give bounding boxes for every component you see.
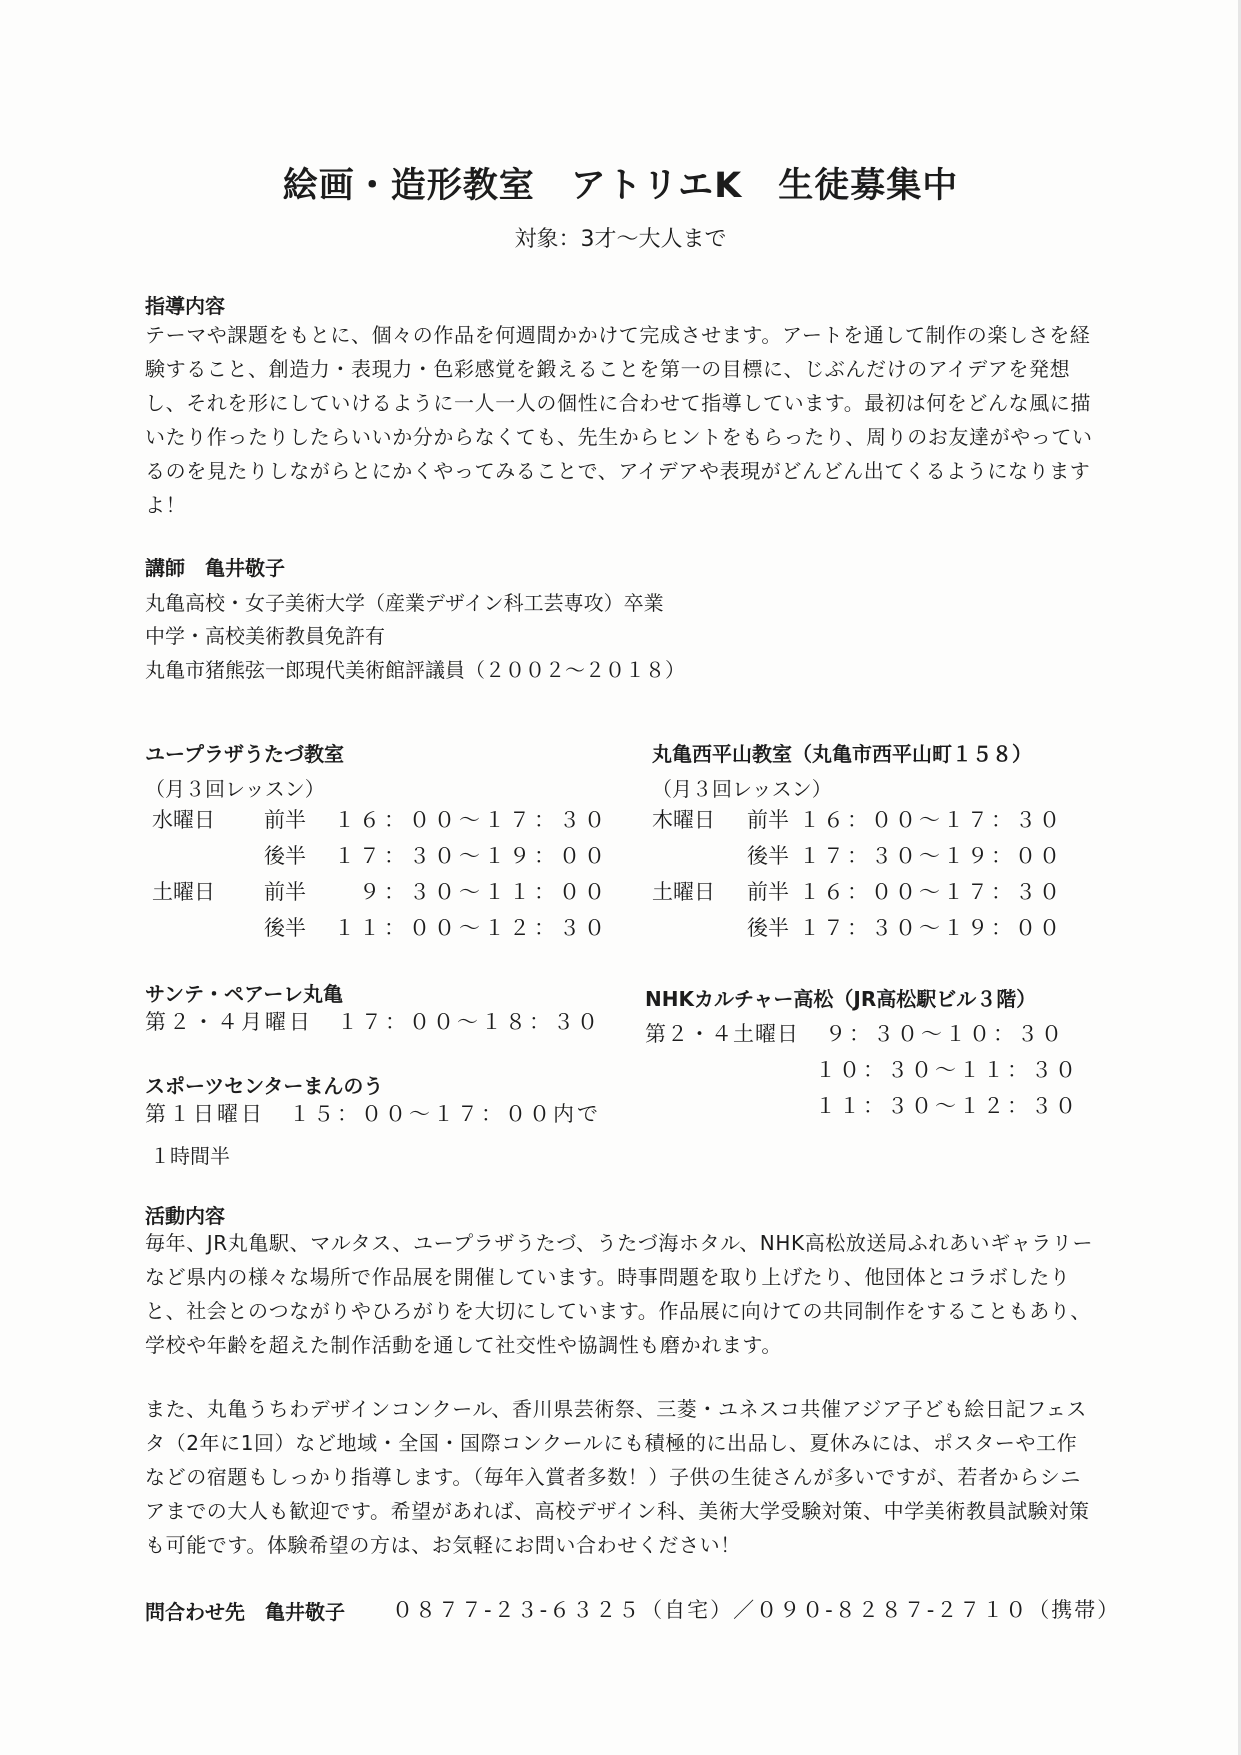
schedule-half: 前半 — [747, 880, 789, 904]
schedule-time: ９：３０～１１：００ — [334, 880, 609, 904]
schedule-day: 水曜日 — [152, 808, 215, 832]
schedule-row — [152, 874, 609, 910]
schedule-half: 前半 — [747, 808, 789, 832]
schedule-half: 前半 — [264, 880, 306, 904]
activities-heading: 活動内容 — [145, 1204, 225, 1228]
schedule-row — [152, 910, 609, 946]
class-name-nhk: NHKカルチャー高松（JR高松駅ビル３階） — [645, 987, 1037, 1011]
schedule-time: １７：３０～１９：００ — [799, 844, 1063, 868]
activities-text-2: また、丸亀うちわデザインコンクール、香川県芸術祭、三菱・ユネスコ共催アジア子ども絵日記フェスタ（2年に1回）など地域・全国・国際コンクールにも積極的に出品し、夏休みには、ポスターや工作などの宿題もしっかり指導します。（毎年入賞者多数！）子供の生徒さんが多いですが、若者からシニアまでの大人も歓迎です。希望があれば、高校デザイン科、美術大学受験対策、中学美術教員試験対策も可能です。体験希望の方は、お気軽にお問い合わせください！ — [145, 1397, 1090, 1557]
schedule-day: 第２・４土曜日 — [645, 1022, 799, 1046]
schedule-day: 木曜日 — [652, 808, 715, 832]
schedule-day — [152, 910, 264, 946]
flyer-title: 絵画・造形教室 アトリエK 生徒募集中 — [282, 166, 959, 206]
schedule-day — [152, 838, 264, 874]
schedule-row — [152, 802, 609, 838]
schedule-half: 後半 — [264, 916, 306, 940]
schedule-row — [645, 1088, 1079, 1124]
schedule-yuplaza — [152, 802, 609, 946]
schedule-half: 前半 — [264, 808, 306, 832]
class-name-nishihirayama: 丸亀西平山教室（丸亀市西平山町１５８） — [652, 742, 1032, 766]
instructor-heading: 講師 亀井敬子 — [145, 556, 285, 580]
schedule-time: １１：３０～１２：３０ — [815, 1094, 1079, 1118]
schedule-day — [652, 910, 747, 946]
schedule-time: １６：００～１７：３０ — [799, 808, 1063, 832]
schedule-time: １１：００～１２：３０ — [334, 916, 609, 940]
guidance-text: テーマや課題をもとに、個々の作品を何週間かかけて完成させます。アートを通して制作の楽しさを経験すること、創造力・表現力・色彩感覚を鍛えることを第一の目標に、じぶんだけのアイデアを発想し、それを形にしていけるように一人一人の個性に合わせて指導しています。最初は何をどんな風に描いたり作ったりしたらいいか分からなくても、先生からヒントをもらったり、周りのお友達がやっているのを見たりしながらとにかくやってみることで、アイデアや表現がどんどん出てくるようになりますよ！ — [145, 323, 1093, 517]
instructor-line: 中学・高校美術教員免許有 — [145, 624, 385, 648]
schedule-day: 土曜日 — [652, 880, 715, 904]
schedule-time: １７：３０～１９：００ — [799, 916, 1063, 940]
schedule-row — [652, 838, 1063, 874]
schedule-day — [652, 838, 747, 874]
schedule-row — [652, 874, 1063, 910]
class-name-sante: サンテ・ペアーレ丸亀 — [145, 982, 343, 1006]
schedule-time: １０：３０～１１：３０ — [815, 1058, 1079, 1082]
schedule-row — [645, 1052, 1079, 1088]
schedule-sante: 第２・４月曜日 １７：００～１８：３０ — [145, 1010, 601, 1034]
class-note-yuplaza: （月３回レッスン） — [145, 777, 325, 801]
schedule-half: 後半 — [747, 844, 789, 868]
contact-phones: ０８７７-２３-６３２５（自宅）／０９０-８２８７-２７１０（携帯） — [392, 1598, 1121, 1622]
schedule-half: 後半 — [264, 844, 306, 868]
instructor-line: 丸亀高校・女子美術大学（産業デザイン科工芸専攻）卒業 — [145, 591, 664, 615]
target-audience: 対象：3才～大人まで — [514, 227, 727, 252]
schedule-row — [652, 910, 1063, 946]
schedule-day: 土曜日 — [152, 880, 215, 904]
schedule-nhk — [645, 1016, 1079, 1124]
class-name-sports: スポーツセンターまんのう — [145, 1074, 384, 1098]
instructor-line: 丸亀市猪熊弦一郎現代美術館評議員（２００２～２０１８） — [145, 658, 685, 682]
schedule-sports-duration: １時間半 — [150, 1144, 230, 1168]
class-name-yuplaza: ユープラザうたづ教室 — [145, 742, 344, 766]
schedule-time: １７：３０～１９：００ — [334, 844, 609, 868]
schedule-time: ９：３０～１０：３０ — [825, 1022, 1065, 1046]
schedule-time: １６：００～１７：３０ — [799, 880, 1063, 904]
schedule-row — [652, 802, 1063, 838]
schedule-nishihirayama — [652, 802, 1063, 946]
schedule-time: １６：００～１７：３０ — [334, 808, 609, 832]
activities-text-1: 毎年、JR丸亀駅、マルタス、ユープラザうたづ、うたづ海ホタル、NHK高松放送局ふれあいギャラリーなど県内の様々な場所で作品展を開催しています。時事問題を取り上げたり、他団体とコラボしたりと、社会とのつながりやひろがりを大切にしています。作品展に向けての共同制作をすることもあり、学校や年齢を超えた制作活動を通して社交性や協調性も磨かれます。 — [145, 1231, 1094, 1357]
schedule-sports: 第１日曜日 １５：００～１７：００内で — [145, 1102, 601, 1126]
class-note-nishihirayama: （月３回レッスン） — [652, 777, 832, 801]
guidance-heading: 指導内容 — [145, 294, 225, 318]
schedule-row — [152, 838, 609, 874]
contact-label: 問合わせ先 亀井敬子 — [145, 1600, 345, 1624]
schedule-half: 後半 — [747, 916, 789, 940]
schedule-row — [645, 1016, 1079, 1052]
